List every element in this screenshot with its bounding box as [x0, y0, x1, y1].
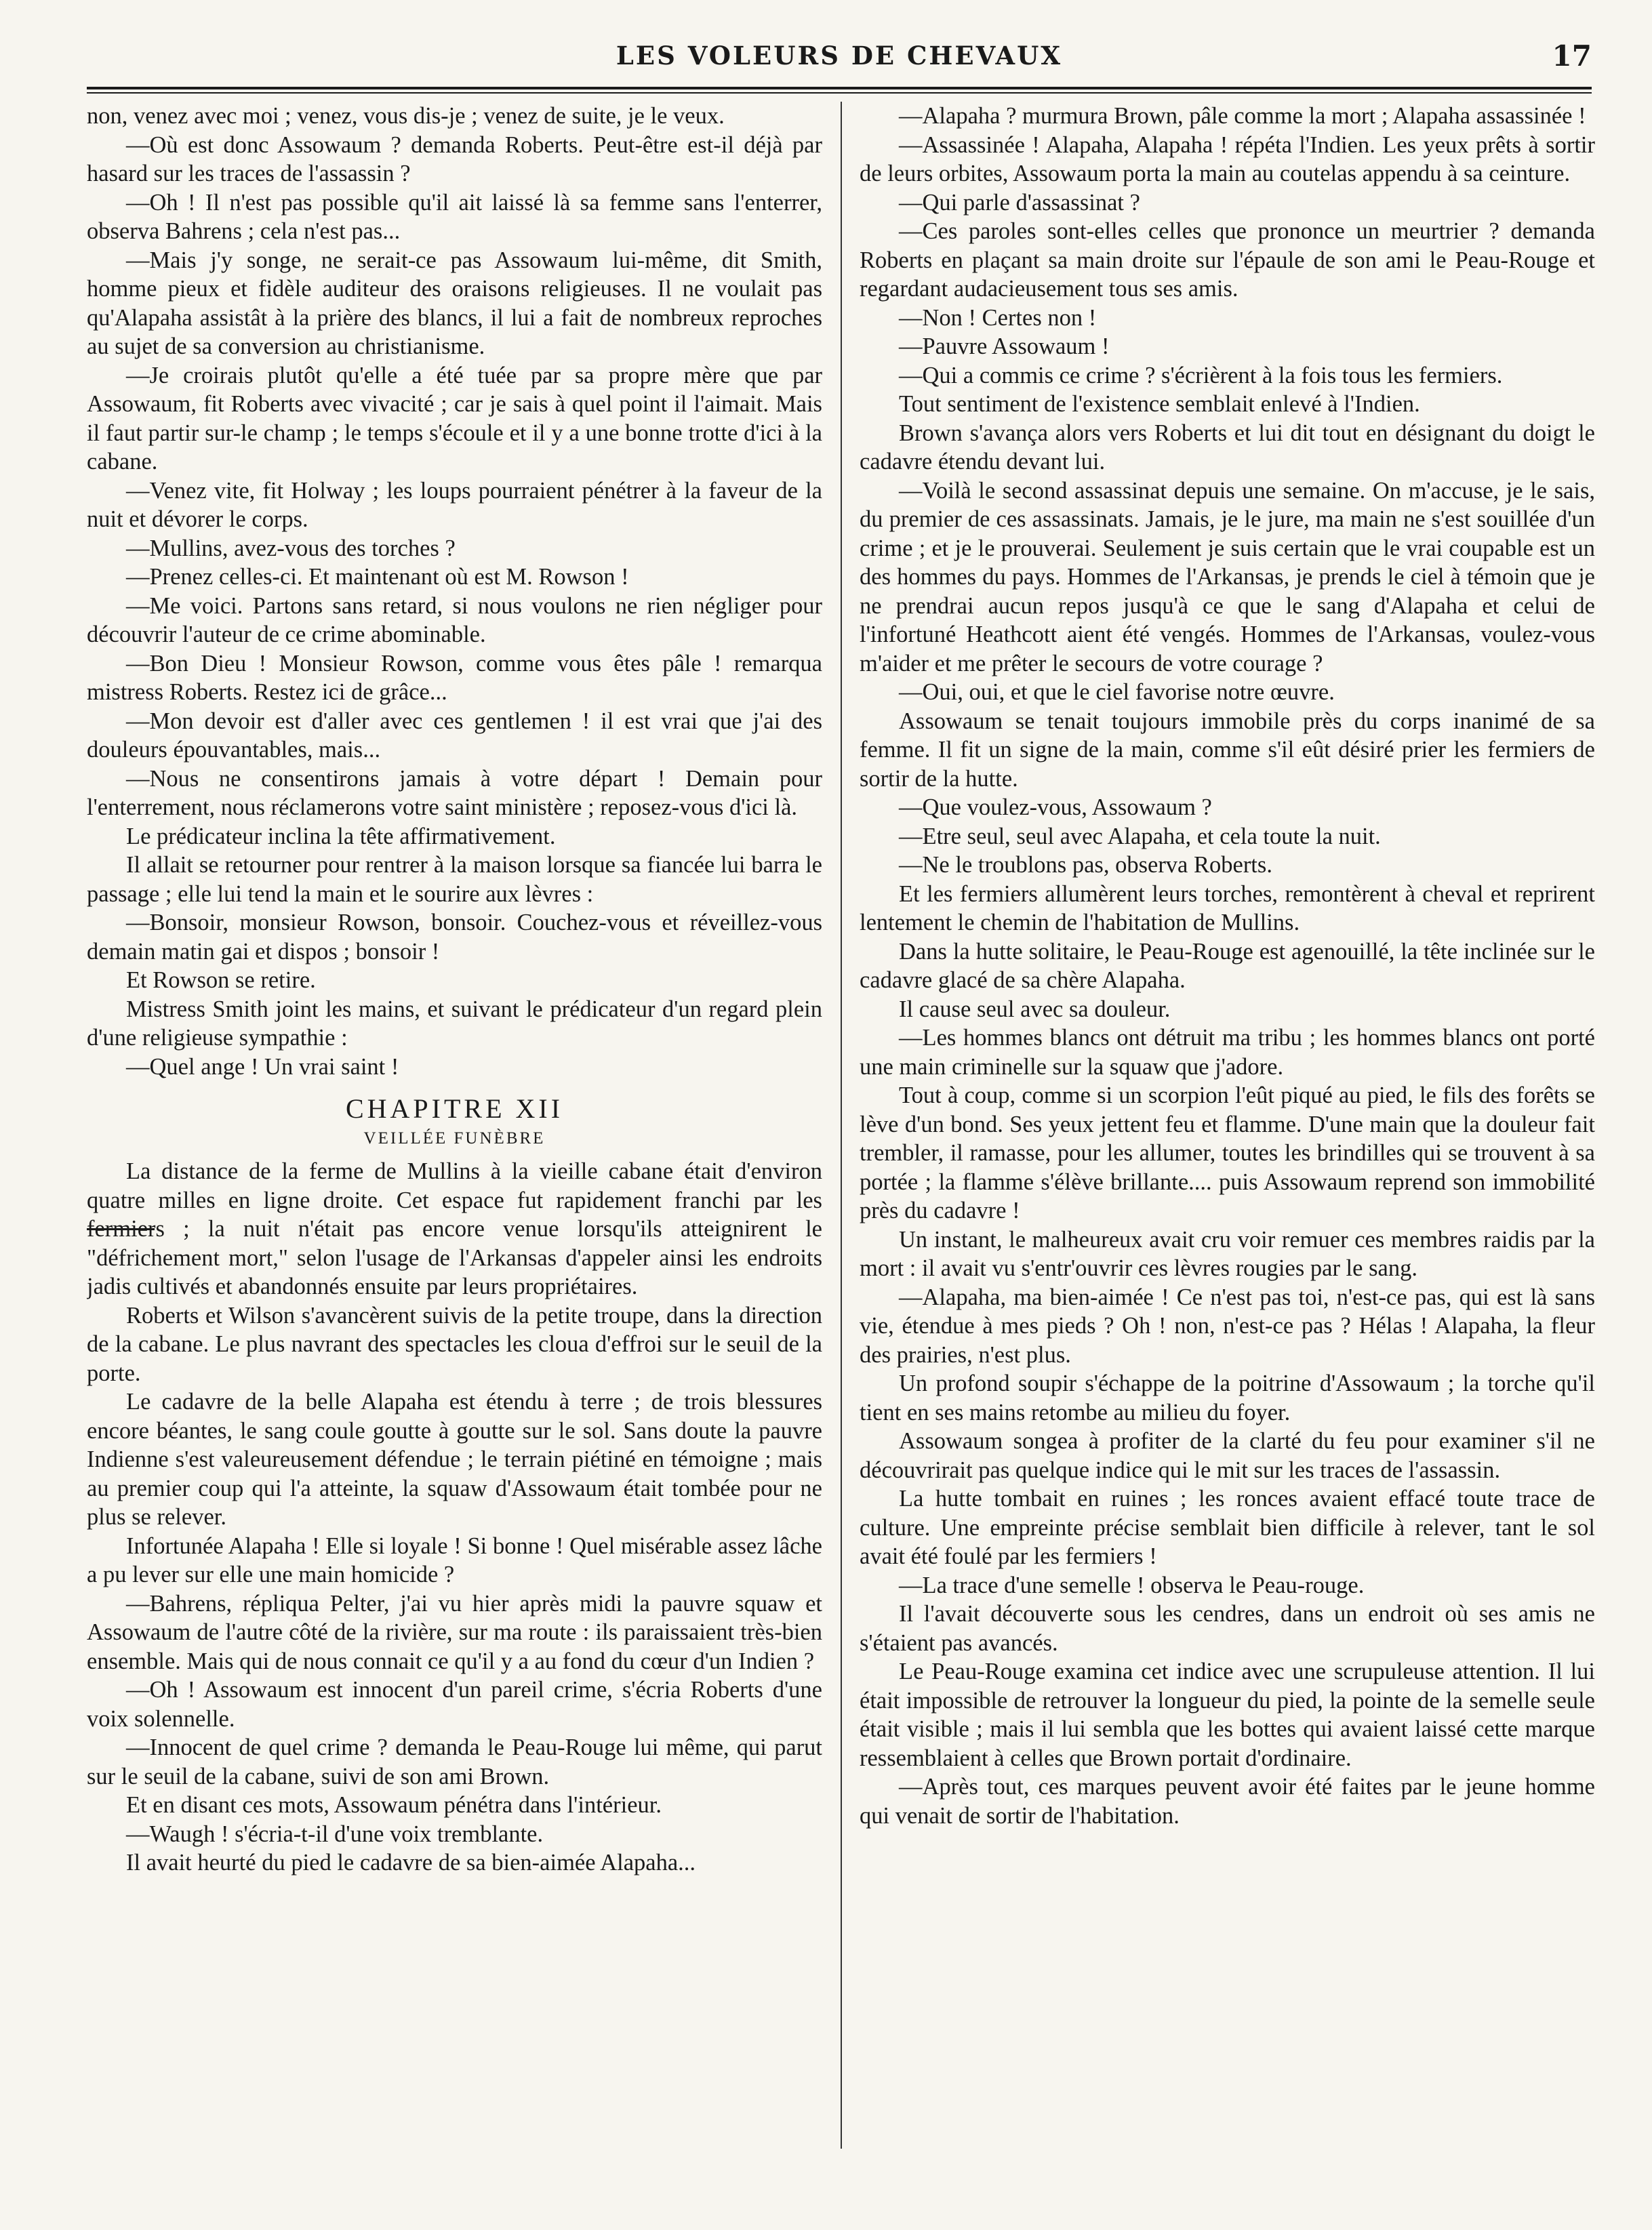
paragraph: —Oh ! Il n'est pas possible qu'il ait laissé là sa femme sans l'enterrer, observa Bahrens ; cela n'est pas...	[87, 189, 822, 244]
running-title: LES VOLEURS DE CHEVAUX	[616, 41, 1063, 70]
paragraph: —Qui a commis ce crime ? s'écrièrent à la fois tous les fermiers.	[899, 362, 1503, 388]
paragraph: —Alapaha, ma bien-aimée ! Ce n'est pas toi, n'est-ce pas, qui est là sans vie, étendue à mes pieds ? Oh ! non, n'est-ce pas ? Hélas ! Alapaha, la fleur des prairies, n'est plus.	[860, 1284, 1595, 1368]
paragraph: —Mon devoir est d'aller avec ces gentlemen ! il est vrai que j'ai des douleurs épouvantables, mais...	[87, 708, 822, 763]
right-column	[860, 102, 1595, 2149]
paragraph: —Nous ne consentirons jamais à votre départ ! Demain pour l'enterrement, nous réclamerons votre saint ministère ; reposez-vous d'ici là.	[87, 765, 822, 820]
paragraph: —Non ! Certes non !	[899, 304, 1097, 331]
page-number: 17	[1552, 39, 1592, 73]
page-header	[87, 35, 1592, 83]
paragraph: Il l'avait découverte sous les cendres, dans un endroit où ses amis ne s'étaient pas avancés.	[860, 1601, 1595, 1656]
margin-dash	[87, 1228, 155, 1230]
paragraph: —Que voulez-vous, Assowaum ?	[899, 794, 1212, 820]
header-rule-thin	[87, 92, 1592, 94]
paragraph: —Ces paroles sont-elles celles que prononce un meurtrier ? demanda Roberts en plaçant sa main droite sur l'épaule de son ami le Peau-Rouge et regardant audacieusement tous ses amis.	[860, 218, 1595, 302]
paragraph: Il cause seul avec sa douleur.	[899, 996, 1171, 1022]
header-rule	[87, 87, 1592, 89]
paragraph: Le prédicateur inclina la tête affirmativement.	[126, 823, 556, 849]
paragraph: —Me voici. Partons sans retard, si nous voulons ne rien négliger pour découvrir l'auteur de ce crime abominable.	[87, 592, 822, 647]
paragraph: —Oui, oui, et que le ciel favorise notre œuvre.	[899, 679, 1335, 705]
paragraph: —Prenez celles-ci. Et maintenant où est M. Rowson !	[126, 564, 629, 590]
chapter-subtitle: VEILLÉE FUNÈBRE	[363, 1129, 546, 1148]
paragraph: Mistress Smith joint les mains, et suivant le prédicateur d'un regard plein d'une religieuse sympathie :	[87, 996, 822, 1051]
paragraph: non, venez avec moi ; venez, vous dis-je ; venez de suite, je le veux.	[87, 103, 725, 129]
paragraph: Le cadavre de la belle Alapaha est étendu à terre ; de trois blessures encore béantes, le sang coule goutte à goutte sur le sol. Sans doute la pauvre Indienne s'est valeureusement défendue ; le terrain piétiné en témoigne ; mais au premier coup qui l'a atteinte, la squaw d'Assowaum était tombée pour ne plus se relever.	[87, 1389, 822, 1530]
paragraph: —Mais j'y songe, ne serait-ce pas Assowaum lui-même, dit Smith, homme pieux et fidèle auditeur des oraisons religieuses. Il ne voulait pas qu'Alapaha assistât à la prière des blancs, il lui a fait de nombreux reproches au sujet de sa conversion au christianisme.	[87, 247, 822, 359]
paragraph: Assowaum songea à profiter de la clarté du feu pour examiner s'il ne découvrirait pas quelque indice qui le mit sur les traces de l'assassin.	[860, 1428, 1595, 1483]
paragraph: —Assassinée ! Alapaha, Alapaha ! répéta l'Indien. Les yeux prêts à sortir de leurs orbites, Assowaum porta la main au coutelas appendu à sa ceinture.	[860, 131, 1595, 186]
paragraph: —Alapaha ? murmura Brown, pâle comme la mort ; Alapaha assassinée !	[899, 103, 1586, 129]
paragraph: Le Peau-Rouge examina cet indice avec une scrupuleuse attention. Il lui était impossible de retrouver la longueur du pied, la pointe de la semelle seule était visible ; mais il lui sembla que les bottes qui avaient laissé cette marque ressemblaient à celles que Brown portait d'ordinaire.	[860, 1659, 1595, 1771]
chapter-title: CHAPITRE XII	[345, 1093, 564, 1124]
paragraph: La distance de la ferme de Mullins à la vieille cabane était d'environ quatre milles en ligne droite. Cet espace fut rapidement franchi par les fermiers ; la nuit n'était pas encore venue lorsqu'ils atteignirent le "défrichement mort," selon l'usage de l'Arkansas d'appeler ainsi les endroits jadis cultivés et abandonnés ensuite par leurs propriétaires.	[87, 1158, 822, 1299]
paragraph: —Qui parle d'assassinat ?	[899, 189, 1140, 216]
paragraph: —Venez vite, fit Holway ; les loups pourraient pénétrer à la faveur de la nuit et dévorer le corps.	[87, 477, 822, 532]
paragraph: Roberts et Wilson s'avancèrent suivis de la petite troupe, dans la direction de la cabane. Le plus navrant des spectacles les cloua d'effroi sur le seuil de la porte.	[87, 1302, 822, 1386]
paragraph: —Pauvre Assowaum !	[899, 333, 1110, 359]
paragraph: Et en disant ces mots, Assowaum pénétra dans l'intérieur.	[126, 1792, 662, 1818]
column-divider	[841, 102, 842, 2149]
paragraph: Un profond soupir s'échappe de la poitrine d'Assowaum ; la torche qu'il tient en ses mains retombe au milieu du foyer.	[860, 1371, 1595, 1425]
paragraph: —Je croirais plutôt qu'elle a été tuée par sa propre mère que par Assowaum, fit Roberts avec vivacité ; car je sais à quel point il l'aimait. Mais il faut partir sur-le champ ; le temps s'écoule et il y a une bonne trotte d'ici à la cabane.	[87, 362, 822, 474]
paragraph: Il avait heurté du pied le cadavre de sa bien-aimée Alapaha...	[126, 1850, 696, 1876]
paragraph: Tout à coup, comme si un scorpion l'eût piqué au pied, le fils des forêts se lève d'un bond. Ses yeux jettent feu et flamme. D'une main que la douleur fait trembler, il ramasse, pour les allumer, toutes les brindilles qui se trouvent à sa portée ; la flamme s'élève brillante.... puis Assowaum reprend son immobilité près du cadavre !	[860, 1082, 1595, 1223]
paragraph: Infortunée Alapaha ! Elle si loyale ! Si bonne ! Quel misérable assez lâche a pu lever sur elle une main homicide ?	[87, 1533, 822, 1587]
paragraph: Et Rowson se retire.	[126, 967, 316, 993]
left-column-text-before	[87, 102, 822, 1081]
paragraph: —Après tout, ces marques peuvent avoir été faites par le jeune homme qui venait de sortir de l'habitation.	[860, 1774, 1595, 1829]
paragraph: —Innocent de quel crime ? demanda le Peau-Rouge lui même, qui parut sur le seuil de la cabane, suivi de son ami Brown.	[87, 1735, 822, 1789]
paragraph: —Les hommes blancs ont détruit ma tribu ; les hommes blancs ont porté une main criminelle sur la squaw que j'adore.	[860, 1025, 1595, 1080]
paragraph: —Voilà le second assassinat depuis une semaine. On m'accuse, je le sais, du premier de ces assassinats. Jamais, je le jure, ma main ne s'est souillée d'un crime ; et je le prouverai. Seulement je suis certain que le vrai coupable est un des hommes du pays. Hommes de l'Arkansas, je prends le ciel à témoin que je ne prendrai aucun repos jusqu'à ce que le sang d'Alapaha et celui de l'infortuné Heathcott aient été vengés. Hommes de l'Arkansas, voulez-vous m'aider et me prêter le secours de votre courage ?	[860, 477, 1595, 676]
paragraph: Dans la hutte solitaire, le Peau-Rouge est agenouillé, la tête inclinée sur le cadavre glacé de sa chère Alapaha.	[860, 938, 1595, 993]
paragraph: —Waugh ! s'écria-t-il d'une voix tremblante.	[126, 1821, 544, 1847]
paragraph: Tout sentiment de l'existence semblait enlevé à l'Indien.	[899, 391, 1420, 417]
left-column-text-after	[87, 1157, 822, 1878]
paragraph: Il allait se retourner pour rentrer à la maison lorsque sa fiancée lui barra le passage ; elle lui tend la main et le sourire aux lèvres :	[87, 852, 822, 907]
right-column-text	[860, 102, 1595, 1830]
paragraph: Et les fermiers allumèrent leurs torches, remontèrent à cheval et reprirent lentement le chemin de l'habitation de Mullins.	[860, 880, 1595, 935]
paragraph: —Mullins, avez-vous des torches ?	[126, 535, 456, 561]
paragraph: —Où est donc Assowaum ? demanda Roberts. Peut-être est-il déjà par hasard sur les traces de l'assassin ?	[87, 131, 822, 186]
paragraph: —Oh ! Assowaum est innocent d'un pareil crime, s'écria Roberts d'une voix solennelle.	[87, 1677, 822, 1732]
paragraph: Un instant, le malheureux avait cru voir remuer ces membres raidis par la mort : il avait vu s'entr'ouvrir ces lèvres rougies par le sang.	[860, 1226, 1595, 1281]
left-column	[87, 102, 822, 2149]
paragraph: Brown s'avança alors vers Roberts et lui dit tout en désignant du doigt le cadavre étendu devant lui.	[860, 420, 1595, 474]
paragraph: La hutte tombait en ruines ; les ronces avaient effacé toute trace de culture. Une empreinte précise semblait bien difficile à relever, tant le sol avait été foulé par les fermiers !	[860, 1486, 1595, 1569]
paragraph: —Bonsoir, monsieur Rowson, bonsoir. Couchez-vous et réveillez-vous demain matin gai et dispos ; bonsoir !	[87, 910, 822, 965]
paragraph: —Bahrens, répliqua Pelter, j'ai vu hier après midi la pauvre squaw et Assowaum de l'autre côté de la rivière, sur ma route : ils paraissaient très-bien ensemble. Mais qui de nous connait ce qu'il y a au fond du cœur d'un Indien ?	[87, 1590, 822, 1674]
paragraph: —Bon Dieu ! Monsieur Rowson, comme vous êtes pâle ! remarqua mistress Roberts. Restez ici de grâce...	[87, 650, 822, 705]
paragraph: Assowaum se tenait toujours immobile près du corps inanimé de sa femme. Il fit un signe de la main, comme s'il eût désiré prier les fermiers de sortir de la hutte.	[860, 708, 1595, 792]
paragraph: —La trace d'une semelle ! observa le Peau-rouge.	[899, 1572, 1365, 1598]
paragraph: —Ne le troublons pas, observa Roberts.	[899, 852, 1272, 878]
paragraph: —Etre seul, seul avec Alapaha, et cela toute la nuit.	[899, 823, 1381, 849]
paragraph: —Quel ange ! Un vrai saint !	[126, 1053, 399, 1080]
